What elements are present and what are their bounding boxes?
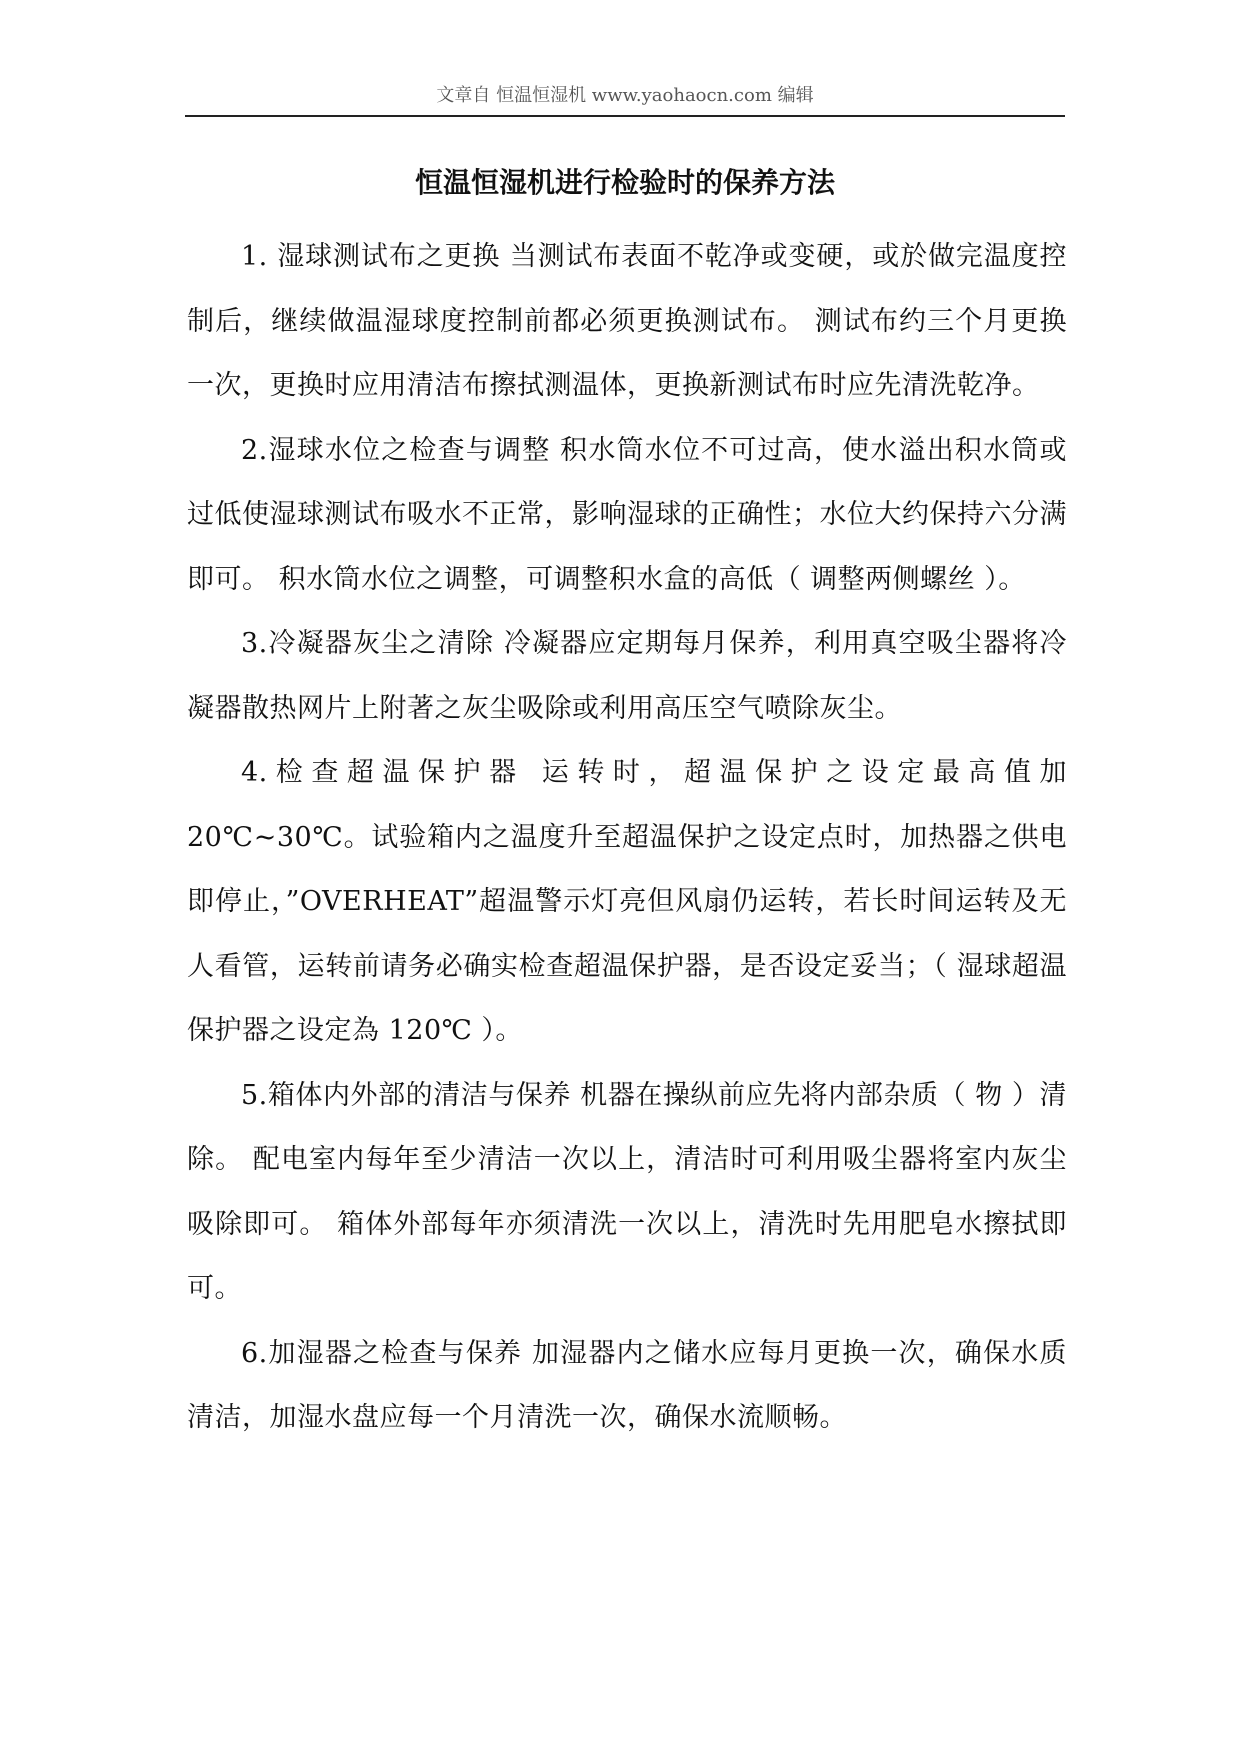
- paragraph-cabinet-cleaning: 5.箱体内外部的清洁与保养 机器在操纵前应先将内部杂质（ 物 ）清除。 配电室内每年至少清洁一次以上，清洁时可利用吸尘器将室内灰尘吸除即可。 箱体外部每年亦须清洗一次以上，清洗时先用肥皂水擦拭即可。: [187, 1079, 1067, 1304]
- page-header: 文章自 恒温恒湿机 www.yaohaocn.com 编辑: [436, 85, 814, 106]
- paragraph-humidifier: 6.加湿器之检查与保养 加湿器内之储水应每月更换一次，确保水质清洁，加湿水盘应每一个月清洗一次，确保水流顺畅。: [187, 1337, 1067, 1433]
- header-divider: [185, 115, 1065, 117]
- document-body: [187, 225, 1067, 1451]
- paragraph-overheat-protector: 4.检查超温保护器 运转时，超温保护之设定最高值加 20℃~30℃。试验箱内之温度升至超温保护之设定点时，加热器之供电即停止，”OVERHEAT”超温警示灯亮但风扇仍运转，若长时间运转及无人看管，运转前请务必确实检查超温保护器，是否设定妥当；（ 湿球超温保护器之设定為 120℃ ）。: [187, 757, 1067, 1046]
- paragraph-condenser: 3.冷凝器灰尘之清除 冷凝器应定期每月保养，利用真空吸尘器将冷凝器散热网片上附著之灰尘吸除或利用高压空气喷除灰尘。: [187, 628, 1067, 724]
- paragraph-wet-bulb-cloth: 1. 湿球测试布之更换 当测试布表面不乾净或变硬，或於做完温度控制后，继续做温湿球度控制前都必须更换测试布。 测试布约三个月更换一次，更换时应用清洁布擦拭测温体，更换新测试布时应先清洗乾净。: [187, 241, 1067, 401]
- paragraph-water-level: 2.湿球水位之检查与调整 积水筒水位不可过高，使水溢出积水筒或过低使湿球测试布吸水不正常，影响湿球的正确性；水位大约保持六分满即可。 积水筒水位之调整，可调整积水盒的高低（ 调整两侧螺丝 ）。: [187, 434, 1067, 595]
- document-title: 恒温恒湿机进行检验时的保养方法: [414, 166, 835, 199]
